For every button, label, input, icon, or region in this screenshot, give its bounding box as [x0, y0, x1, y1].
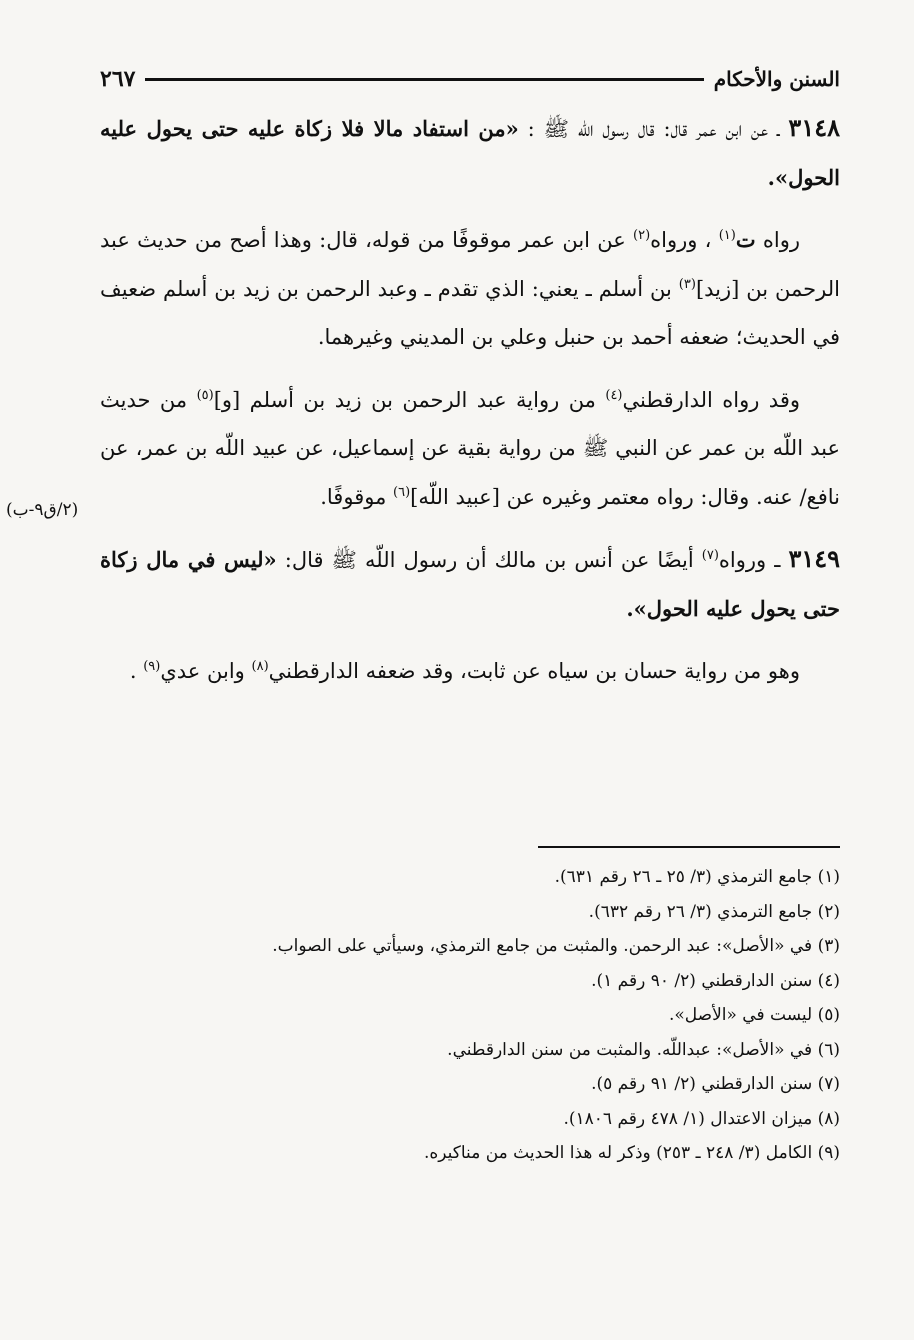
- text-run: رواه: [755, 228, 800, 252]
- hadith-matn: «من استفاد مالا فلا زكاة عليه حتى يحول عليه الحول».: [100, 116, 840, 190]
- hadith-matn: «ليس في مال زكاة حتى يحول عليه الحول».: [100, 547, 840, 621]
- hadith-number: ٣١٤٨: [788, 113, 840, 142]
- text-run: ، ورواه: [650, 228, 719, 252]
- text-run: موقوفًا.: [320, 484, 394, 509]
- footnote: (٩) الكامل (٣/ ٢٤٨ ـ ٢٥٣) وذكر له هذا الحديث من مناكيره.: [423, 1143, 840, 1163]
- footnotes: [100, 860, 840, 1171]
- footnote-ref: (٦): [393, 484, 411, 500]
- footnote: (٨) ميزان الاعتدال (١/ ٤٧٨ رقم ١٨٠٦).: [563, 1108, 840, 1129]
- footnote-ref: (٧): [701, 548, 719, 563]
- hadith-number: ٣١٤٩: [788, 544, 840, 573]
- footnote-ref: (١): [718, 228, 736, 243]
- footnote-ref: (٥): [196, 387, 214, 403]
- text-run: من حديث عبد اللّه بن عمر عن النبي ﷺ من رواية بقية عن إسماعيل، عن عبيد اللّه بن عمر، عن نافع/ عنه. وقال: رواه معتمر وغيره عن [عبيد اللّه]: [100, 387, 840, 509]
- text-run: وابن عدي: [160, 659, 252, 683]
- commentary-paragraph: [100, 647, 840, 696]
- footnote: (٣) في «الأصل»: عبد الرحمن. والمثبت من جامع الترمذي، وسيأتي على الصواب.: [272, 936, 840, 956]
- hadith-3149: [100, 535, 840, 633]
- footnote: (١) جامع الترمذي (٣/ ٢٥ ـ ٢٦ رقم ٦٣١).: [554, 867, 840, 887]
- footnote: (٦) في «الأصل»: عبداللّه. والمثبت من سنن الدارقطني.: [447, 1039, 840, 1060]
- footnote-ref: (٣): [678, 276, 696, 292]
- hadith-intro: أيضًا عن أنس بن مالك أن رسول اللّه ﷺ قال:: [276, 548, 702, 572]
- footnote: (٢) جامع الترمذي (٣/ ٢٦ رقم ٦٣٢).: [588, 901, 840, 922]
- text-run: وقد رواه الدارقطني: [622, 387, 801, 412]
- footnote: (٧) سنن الدارقطني (٢/ ٩١ رقم ٥).: [591, 1074, 840, 1094]
- footnote-ref: (٨): [251, 659, 269, 674]
- running-header: [100, 62, 840, 96]
- source-symbol: ت: [735, 227, 756, 252]
- footnote: (٤) سنن الدارقطني (٢/ ٩٠ رقم ١).: [591, 970, 840, 991]
- text-run: بن أسلم ـ يعني: الذي تقدم ـ وعبد الرحمن بن زيد بن أسلم ضعيف في الحديث؛ ضعفه أحمد بن حنبل وعلي بن المديني وغيرهما.: [100, 276, 840, 349]
- hadith-intro: ـ عن ابن عمر قال: قال رسول اللّه ﷺ :: [518, 117, 780, 141]
- book-title: السنن والأحكام: [713, 67, 840, 91]
- text-run: من رواية عبد الرحمن بن زيد بن أسلم [و]: [213, 387, 606, 412]
- footnote-ref: (٩): [143, 659, 161, 674]
- footnote-ref: (٢): [633, 228, 651, 243]
- hadith-intro: ـ ورواه: [718, 548, 781, 572]
- text-run: عن ابن عمر موقوفًا من قوله، قال: وهذا أصح من حديث عبد الرحمن بن [زيد]: [100, 228, 840, 301]
- commentary-paragraph: [100, 216, 840, 362]
- main-text: [100, 104, 840, 696]
- hadith-3148: [100, 104, 840, 202]
- text-run: وهو من رواية حسان بن سياه عن ثابت، وقد ضعفه الدارقطني: [268, 659, 800, 683]
- footnote-separator: [538, 846, 840, 848]
- commentary-paragraph: [100, 376, 840, 522]
- page-number: ٢٦٧: [100, 66, 136, 92]
- manuscript-folio-note: (٢/ق٩-ب): [6, 500, 79, 520]
- header-rule: [145, 78, 703, 81]
- footnote: (٥) ليست في «الأصل».: [668, 1005, 840, 1025]
- footnote-ref: (٤): [605, 387, 623, 403]
- text-run: .: [129, 659, 144, 683]
